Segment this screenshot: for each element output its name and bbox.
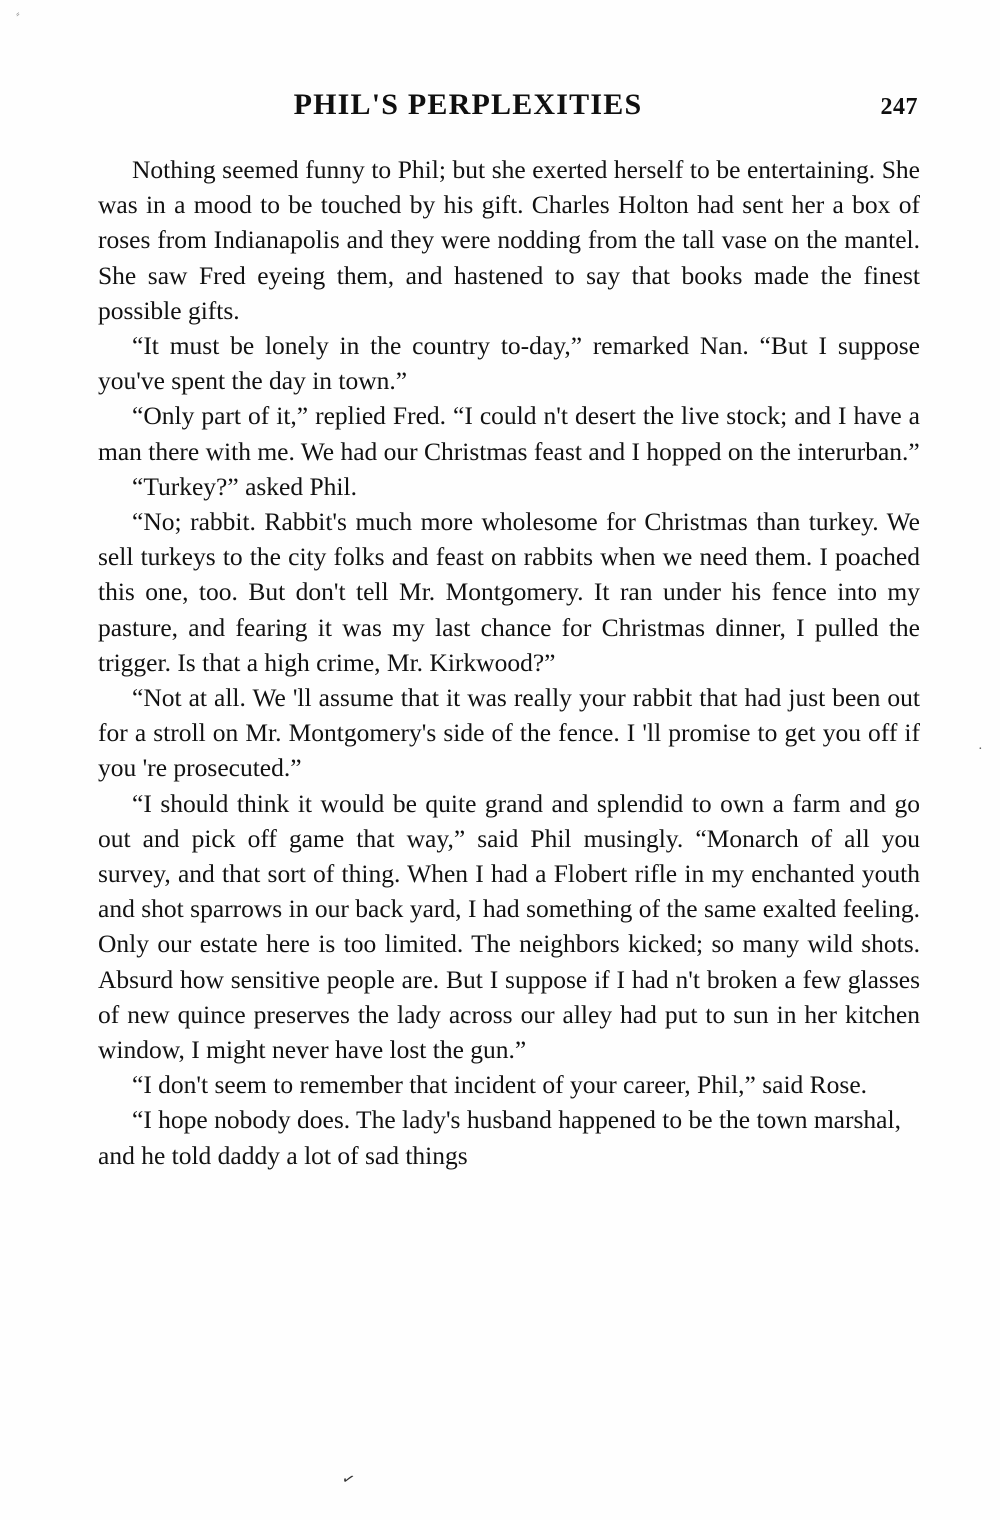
paragraph: “It must be lonely in the country to-day,” remarked Nan. “But I suppose you've spent the day in town.” <box>98 331 920 396</box>
body-text <box>98 152 920 1173</box>
scan-artifact-bottom-center: ✓ <box>339 1470 357 1490</box>
paragraph: “I should think it would be quite grand and splendid to own a farm and go out and pick off game that way,” said Phil musingly. “Monarch of all you survey, and that sort of thing. When I had a Flobert rifle in my enchanted youth and shot sparrows in our back yard, I had something of the same exalted feeling. Only our estate here is too limited. The neighbors kicked; so many wild shots. Absurd how sensitive people are. But I suppose if I had n't broken a few glasses of new quince preserves the lady across our alley had put to sun in her kitchen window, I might never have lost the gun.” <box>98 788 920 1065</box>
running-title: PHIL'S PERPLEXITIES <box>293 88 643 121</box>
paragraph: Nothing seemed funny to Phil; but she exerted herself to be entertaining. She was in a mood to be touched by his gift. Charles Holton had sent her a box of roses from Indianapolis and they were nodding from the tall vase on the mantel. She saw Fred eyeing them, and hastened to say that books made the finest possible gifts. <box>98 155 920 325</box>
paragraph: “No; rabbit. Rabbit's much more wholesome for Christmas than turkey. We sell turkeys to the city folks and feast on rabbits when we need them. I poached this one, too. But don't tell Mr. Montgomery. It ran under his fence into my pasture, and fearing it was my last chance for Christmas dinner, I pulled the trigger. Is that a high crime, Mr. Kirkwood?” <box>98 507 920 677</box>
scan-artifact-top-left: ⸗ <box>14 7 21 21</box>
page-number: 247 <box>880 94 918 120</box>
paragraph: “I don't seem to remember that incident of your career, Phil,” said Rose. <box>132 1070 868 1100</box>
scan-artifact-right-margin: · <box>978 742 983 757</box>
paragraph: “I hope nobody does. The lady's husband happened to be the town marshal, and he told daddy a lot of sad things <box>98 1105 901 1170</box>
paragraph: “Only part of it,” replied Fred. “I could n't desert the live stock; and I have a man there with me. We had our Christmas feast and I hopped on the interurban.” <box>98 401 920 466</box>
paragraph: “Turkey?” asked Phil. <box>132 471 357 501</box>
page-header <box>98 88 918 132</box>
paragraph: “Not at all. We 'll assume that it was really your rabbit that had just been out for a stroll on Mr. Montgomery's side of the fence. I 'll promise to get you off if you 're prosecuted.” <box>98 683 920 783</box>
